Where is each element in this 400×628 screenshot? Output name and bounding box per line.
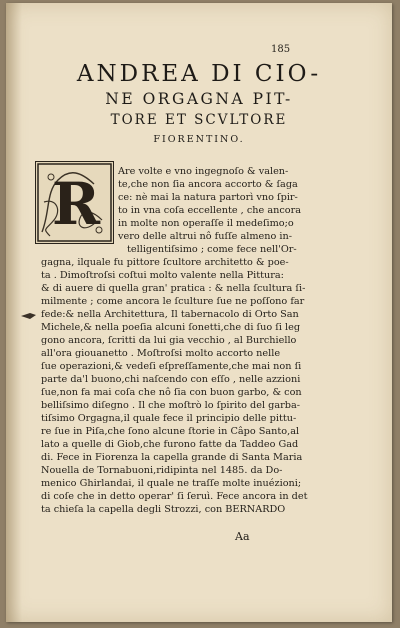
text-line: Are volte e vno ingegnoſo & valen- xyxy=(118,166,289,177)
text-line: re ſue in Piſa,che ſono alcune ſtorie in Câpo Santo,al xyxy=(41,426,300,437)
text-line: Nouella de Tornabuoni,ridipinta nel 1485. da Do- xyxy=(41,465,283,476)
heading-line-1: ANDREA DI CIO- xyxy=(76,61,322,87)
text-line: Michele,& nella poeſia alcuni ſonetti,che di ſuo ſi leg xyxy=(41,322,301,333)
text-line: ta chieſa la capella degli Strozzi, con BERNARDO xyxy=(41,504,286,515)
ornamental-initial-icon xyxy=(36,162,113,243)
text-line: gagna, ilquale fu pittore ſcultore architetto & poe- xyxy=(41,257,289,268)
page-number: 185 xyxy=(271,44,291,55)
text-line: parte da'l buono,chi naſcendo con eſſo , nelle azzioni xyxy=(41,374,301,385)
text-line: to in vna coſa eccellente , che ancora xyxy=(118,205,301,216)
pointing-hand-icon xyxy=(20,311,38,321)
text-line: di coſe che in detto operar' ſi ſeruì. Fece ancora in det xyxy=(41,491,308,502)
text-line: tiſsimo Orgagna,il quale fece il principio delle pittu- xyxy=(41,413,297,424)
catchword: Aa xyxy=(235,530,250,543)
text-line: menico Ghirlandai, il quale ne traſſe molte inuézioni; xyxy=(41,478,302,489)
heading-line-4: FIORENTINO. xyxy=(153,134,245,145)
book-page xyxy=(6,3,392,622)
text-line: telligentiſsimo ; come fece nell'Or- xyxy=(127,244,297,255)
text-line: all'ora giouanetto . Moſtroſsi molto accorto nelle xyxy=(41,348,281,359)
decorated-initial-letter xyxy=(35,161,114,244)
text-line: & di auere di quella gran' pratica : & nella ſcultura ſi- xyxy=(41,283,306,294)
text-line: fede:& nella Architettura, Il tabernacolo di Orto San xyxy=(41,309,299,320)
text-line: milmente ; come ancora le ſculture ſue ne poſſono far xyxy=(41,296,305,307)
text-line: lato a quelle di Giob,che furono fatte da Taddeo Gad xyxy=(41,439,299,450)
svg-text:R: R xyxy=(51,170,101,238)
text-line: di. Fece in Fiorenza la capella grande di Santa Maria xyxy=(41,452,303,463)
text-line: gono ancora, ſcritti da lui gia vecchio , al Burchiello xyxy=(41,335,297,346)
text-line: belliſsimo diſegno . Il che moſtrò lo ſpirito del garba- xyxy=(41,400,301,411)
text-line: ſue,non fa mai coſa che nô ſia con buon garbo, & con xyxy=(41,387,302,398)
text-line: vero delle altrui nô fuſſe almeno in- xyxy=(118,231,293,242)
text-line: ta . Dimoſtroſsi coſtui molto valente nella Pittura: xyxy=(41,270,284,281)
text-line: ce: nè mai la natura partorì vno ſpir- xyxy=(118,192,298,203)
text-line: ſue operazioni,& vedeſi eſpreſſamente,che mai non ſi xyxy=(41,361,302,372)
text-line: te,che non ſia ancora accorto & ſaga xyxy=(118,179,298,190)
heading-line-2: NE ORGAGNA PIT- xyxy=(105,90,293,108)
text-line: in molte non operaſſe il medeſimo;o xyxy=(118,218,294,229)
heading-line-3: TORE ET SCVLTORE xyxy=(110,112,288,128)
